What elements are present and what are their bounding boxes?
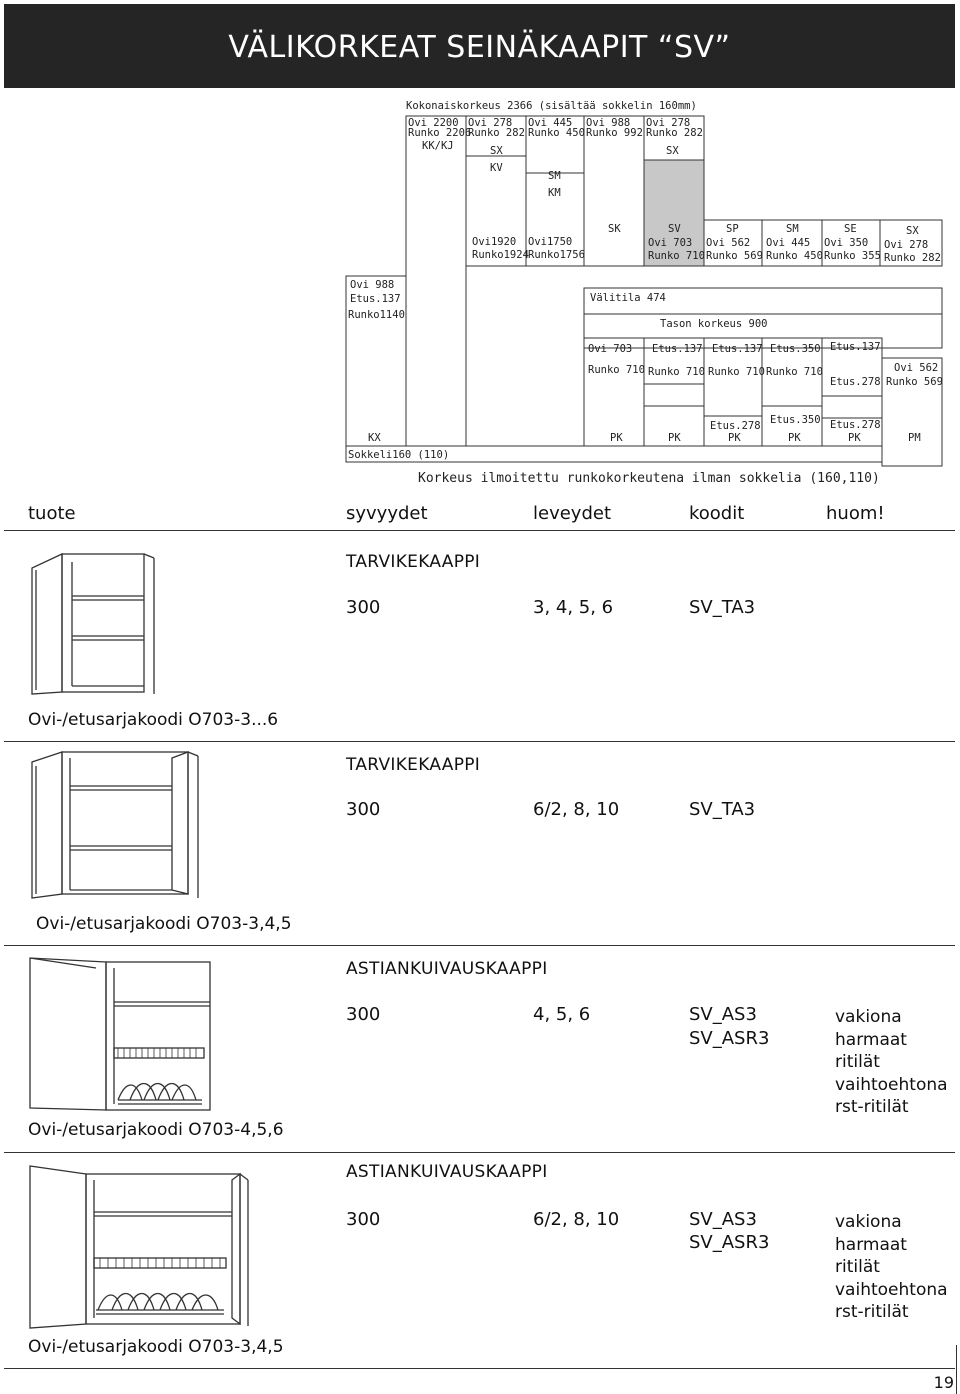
svg-text:SX: SX xyxy=(490,145,503,157)
page-number: 19 xyxy=(933,1373,954,1392)
product-code-alt: SV_ASR3 xyxy=(689,1232,770,1253)
svg-text:SX: SX xyxy=(906,225,919,237)
table-divider xyxy=(4,945,955,946)
door-series-caption: Ovi-/etusarjakoodi O703-3...6 xyxy=(28,710,279,730)
svg-text:Etus.137: Etus.137 xyxy=(652,343,703,355)
svg-text:Runko 450: Runko 450 xyxy=(528,127,585,139)
svg-text:Runko 710: Runko 710 xyxy=(708,366,765,378)
svg-text:Ovi 350: Ovi 350 xyxy=(824,237,869,249)
widths-value: 4, 5, 6 xyxy=(533,1004,591,1025)
header-bar xyxy=(4,4,955,88)
svg-text:Ovi 988: Ovi 988 xyxy=(350,279,395,291)
product-type: TARVIKEKAAPPI xyxy=(346,755,481,775)
svg-text:Ovi 562: Ovi 562 xyxy=(706,237,751,249)
svg-text:Etus.137: Etus.137 xyxy=(712,343,763,355)
widths-value: 6/2, 8, 10 xyxy=(533,799,620,820)
product-type: ASTIANKUIVAUSKAAPPI xyxy=(346,1162,548,1182)
svg-text:Etus.137: Etus.137 xyxy=(830,341,881,353)
svg-text:Runko 355: Runko 355 xyxy=(824,250,881,262)
svg-text:Etus.350: Etus.350 xyxy=(770,414,821,426)
svg-text:Tason korkeus 900: Tason korkeus 900 xyxy=(660,318,768,330)
page-edge-rule xyxy=(956,1345,957,1394)
svg-text:SK: SK xyxy=(608,223,621,235)
svg-text:Runko 710: Runko 710 xyxy=(648,250,705,262)
svg-text:KV: KV xyxy=(490,162,503,174)
svg-text:Runko 992: Runko 992 xyxy=(586,127,643,139)
product-code: SV_TA3 xyxy=(689,597,756,618)
svg-text:Runko1756: Runko1756 xyxy=(528,249,585,261)
depth-value: 300 xyxy=(346,1004,381,1025)
svg-text:SM: SM xyxy=(548,170,561,182)
table-divider xyxy=(4,741,955,742)
svg-text:Ovi 703: Ovi 703 xyxy=(588,343,633,355)
svg-text:KK/KJ: KK/KJ xyxy=(422,140,454,152)
product-type: ASTIANKUIVAUSKAAPPI xyxy=(346,959,548,979)
svg-text:PM: PM xyxy=(908,432,921,444)
svg-text:Runko 710: Runko 710 xyxy=(588,364,645,376)
table-divider xyxy=(4,1368,955,1369)
svg-text:Runko 710: Runko 710 xyxy=(766,366,823,378)
svg-text:Runko 710: Runko 710 xyxy=(648,366,705,378)
svg-text:PK: PK xyxy=(848,432,861,444)
widths-value: 6/2, 8, 10 xyxy=(533,1209,620,1230)
column-header-tuote: tuote xyxy=(28,503,76,524)
door-series-caption: Ovi-/etusarjakoodi O703-4,5,6 xyxy=(28,1120,284,1140)
page-title: VÄLIKORKEAT SEINÄKAAPIT “SV” xyxy=(228,30,731,65)
svg-text:Ovi 703: Ovi 703 xyxy=(648,237,693,249)
svg-text:Etus.278: Etus.278 xyxy=(710,420,761,432)
svg-text:Ovi 445: Ovi 445 xyxy=(528,117,573,129)
svg-text:Runko1140: Runko1140 xyxy=(348,309,405,321)
svg-text:SV: SV xyxy=(668,223,681,235)
svg-text:Ovi 278: Ovi 278 xyxy=(884,239,929,251)
svg-text:Runko1924: Runko1924 xyxy=(472,249,529,261)
depth-value: 300 xyxy=(346,1209,381,1230)
svg-text:Korkeus ilmoitettu runkokorkeu: Korkeus ilmoitettu runkokorkeutena ilman sokkelia (160,110) xyxy=(418,471,880,486)
svg-text:Ovi1750: Ovi1750 xyxy=(528,236,573,248)
svg-text:KX: KX xyxy=(368,432,381,444)
product-code: SV_AS3 xyxy=(689,1004,757,1025)
svg-text:Ovi 2200: Ovi 2200 xyxy=(408,117,459,129)
svg-text:SE: SE xyxy=(844,223,857,235)
widths-value: 3, 4, 5, 6 xyxy=(533,597,614,618)
svg-text:Runko 2206: Runko 2206 xyxy=(408,127,472,139)
depth-value: 300 xyxy=(346,597,381,618)
svg-text:Ovi 445: Ovi 445 xyxy=(766,237,811,249)
product-code-alt: SV_ASR3 xyxy=(689,1028,770,1049)
table-divider xyxy=(4,530,955,531)
product-note: vakiona harmaat ritilät vaihtoehtona rst-ritilät xyxy=(835,1212,948,1322)
svg-text:Etus.137: Etus.137 xyxy=(350,293,401,305)
dish-drying-cabinet-illustration xyxy=(26,952,216,1112)
product-code: SV_AS3 xyxy=(689,1209,757,1230)
cabinet-layout-diagram xyxy=(340,96,946,486)
double-door-cabinet-illustration xyxy=(26,744,206,904)
svg-text:Ovi 278: Ovi 278 xyxy=(468,117,513,129)
double-dish-drying-cabinet-illustration xyxy=(26,1162,256,1330)
svg-text:Etus.278: Etus.278 xyxy=(830,376,881,388)
svg-text:Runko 282: Runko 282 xyxy=(884,252,941,264)
column-header-koodit: koodit xyxy=(689,503,745,524)
svg-text:Etus.350: Etus.350 xyxy=(770,343,821,355)
single-door-cabinet-illustration xyxy=(26,548,186,698)
svg-text:PK: PK xyxy=(610,432,623,444)
svg-text:PK: PK xyxy=(668,432,681,444)
svg-text:SP: SP xyxy=(726,223,739,235)
product-code: SV_TA3 xyxy=(689,799,756,820)
svg-text:Ovi1920: Ovi1920 xyxy=(472,236,517,248)
product-note: vakiona harmaat ritilät vaihtoehtona rst-ritilät xyxy=(835,1007,948,1117)
column-header-leveydet: leveydet xyxy=(533,503,612,524)
svg-text:SM: SM xyxy=(786,223,799,235)
svg-text:SX: SX xyxy=(666,145,679,157)
svg-text:PK: PK xyxy=(788,432,801,444)
svg-text:PK: PK xyxy=(728,432,741,444)
svg-text:Ovi 278: Ovi 278 xyxy=(646,117,691,129)
svg-text:Sokkeli160 (110): Sokkeli160 (110) xyxy=(348,449,450,461)
depth-value: 300 xyxy=(346,799,381,820)
svg-text:Runko 569: Runko 569 xyxy=(706,250,763,262)
column-header-huom: huom! xyxy=(826,503,885,524)
svg-text:Runko 282: Runko 282 xyxy=(468,127,525,139)
svg-text:Etus.278: Etus.278 xyxy=(830,419,881,431)
svg-text:Ovi 988: Ovi 988 xyxy=(586,117,631,129)
column-header-syvyydet: syvyydet xyxy=(346,503,428,524)
door-series-caption: Ovi-/etusarjakoodi O703-3,4,5 xyxy=(28,1337,284,1357)
diagram-top-note: Kokonaiskorkeus 2366 (sisältää sokkelin 160mm) xyxy=(406,100,697,112)
svg-text:KM: KM xyxy=(548,187,561,199)
table-divider xyxy=(4,1152,955,1153)
svg-text:Runko 569: Runko 569 xyxy=(886,376,943,388)
svg-text:Ovi 562: Ovi 562 xyxy=(894,362,939,374)
door-series-caption: Ovi-/etusarjakoodi O703-3,4,5 xyxy=(36,914,292,934)
svg-text:Välitila 474: Välitila 474 xyxy=(590,292,666,304)
product-type: TARVIKEKAAPPI xyxy=(346,552,481,572)
svg-text:Runko 450: Runko 450 xyxy=(766,250,823,262)
svg-text:Runko 282: Runko 282 xyxy=(646,127,703,139)
